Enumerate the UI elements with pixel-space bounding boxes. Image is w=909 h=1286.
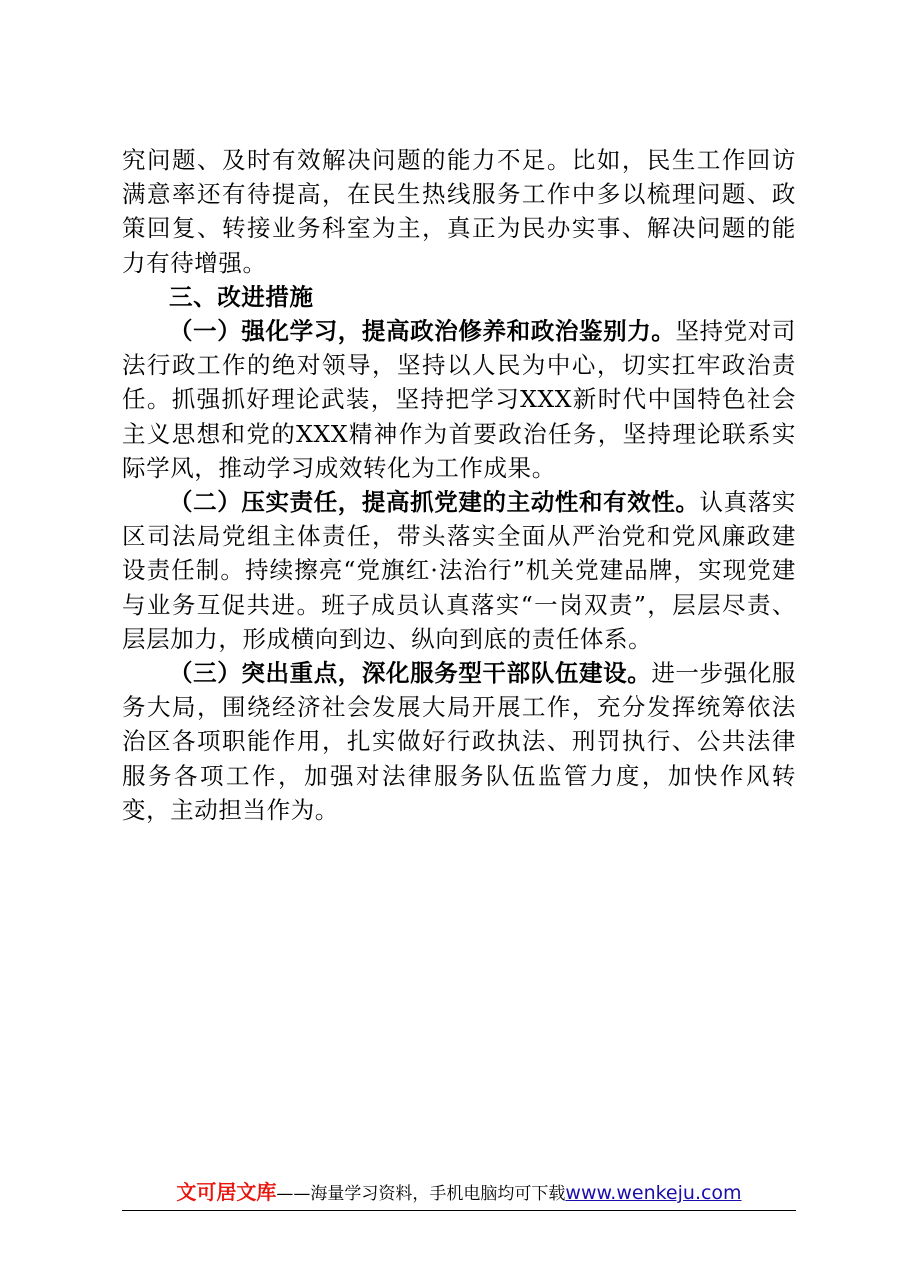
document-body bbox=[122, 143, 796, 827]
page-footer bbox=[122, 1176, 796, 1208]
measure-paragraph-2 bbox=[122, 485, 796, 656]
measure-3-body: 进一步强化服务大局，围绕经济社会发展大局开展工作，充分发挥统筹依法治区各项职能作用，扎实做好行政执法、刑罚执行、公共法律服务各项工作，加强对法律服务队伍监管力度，加快作风转变，主动担当作为。 bbox=[122, 659, 796, 824]
footer-divider bbox=[122, 1210, 796, 1211]
measure-paragraph-3 bbox=[122, 656, 796, 827]
footer-tagline: ——海量学习资料，手机电脑均可下载 bbox=[276, 1184, 566, 1204]
section-heading: 三、改进措施 bbox=[169, 282, 314, 311]
measure-paragraph-1 bbox=[122, 314, 796, 485]
measure-1-lead: （一）强化学习，提高政治修养和政治鉴别力。 bbox=[169, 317, 676, 346]
measure-2-body: 认真落实区司法局党组主体责任，带头落实全面从严治党和党风廉政建设责任制。持续擦亮“党旗红·法治行”机关党建品牌，实现党建与业务互促共进。班子成员认真落实“一岗双责”，层层尽责、层层加力，形成横向到边、纵向到底的责任体系。 bbox=[122, 488, 796, 653]
paragraph-continuation: 究问题、及时有效解决问题的能力不足。比如，民生工作回访满意率还有待提高，在民生热线服务工作中多以梳理问题、政策回复、转接业务科室为主，真正为民办实事、解决问题的能力有待增强。 bbox=[122, 146, 796, 277]
footer-website-link[interactable]: www.wenkeju.com bbox=[565, 1182, 742, 1204]
measure-1-body: 坚持党对司法行政工作的绝对领导，坚持以人民为中心，切实扛牢政治责任。抓强抓好理论武装，坚持把学习XXX新时代中国特色社会主义思想和党的XXX精神作为首要政治任务，坚持理论联系实际学风，推动学习成效转化为工作成果。 bbox=[122, 317, 796, 482]
measure-2-lead: （二）压实责任，提高抓党建的主动性和有效性。 bbox=[169, 488, 700, 517]
footer-brand: 文可居文库 bbox=[176, 1180, 277, 1204]
measure-3-lead: （三）突出重点，深化服务型干部队伍建设。 bbox=[169, 659, 652, 688]
